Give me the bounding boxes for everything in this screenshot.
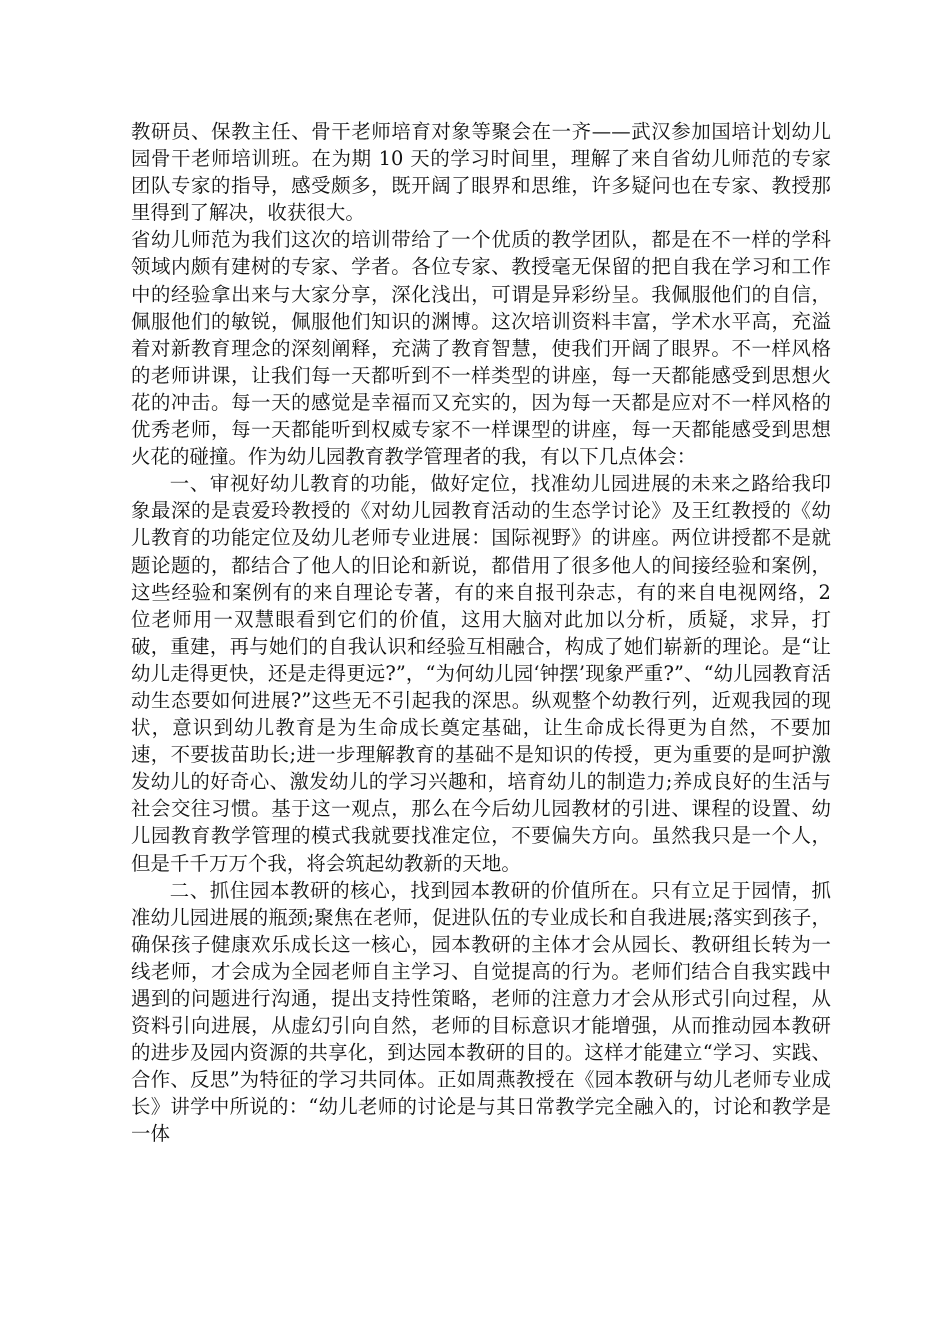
paragraph-point-two: 二、抓住园本教研的核心，找到园本教研的价值所在。只有立足于园情，抓准幼儿园进展的瓶颈;聚焦在老师，促进队伍的专业成长和自我进展;落实到孩子，确保孩子健康欢乐成长这一核心，园本教研的主体才会从园长、教研组长转为一线老师，才会成为全园老师自主学习、自觉提高的行为。老师们结合自我实践中遇到的问题进行沟通，提出支持性策略，老师的注意力才会从形式引向过程，从资料引向进展，从虚幻引向自然，老师的目标意识才能增强，从而推动园本教研的进步及园内资源的共享化，到达园本教研的目的。这样才能建立“学习、实践、合作、反思”为特征的学习共同体。正如周燕教授在《园本教研与幼儿老师专业成长》讲学中所说的：“幼儿老师的讨论是与其日常教学完全融入的，讨论和教学是一体 <box>131 878 831 1146</box>
paragraph-point-one: 一、审视好幼儿教育的功能，做好定位，找准幼儿园进展的未来之路给我印象最深的是袁爱玲教授的《对幼儿园教育活动的生态学讨论》及王红教授的《幼儿教育的功能定位及幼儿老师专业进展：国际视野》的讲座。两位讲授都不是就题论题的，都结合了他人的旧论和新说，都借用了很多他人的间接经验和案例，这些经验和案例有的来自理论专著，有的来自报刊杂志，有的来自电视网络，2 位老师用一双慧眼看到它们的价值，这用大脑对此加以分析，质疑，求异，打破，重建，再与她们的自我认识和经验互相融合，构成了她们崭新的理论。是“让幼儿走得更快，还是走得更远?”，“为何幼儿园‘钟摆’现象严重?”、“幼儿园教育活动生态要如何进展?”这些无不引起我的深思。纵观整个幼教行列，近观我园的现状，意识到幼儿教育是为生命成长奠定基础，让生命成长得更为自然，不要加速，不要拔苗助长;进一步理解教育的基础不是知识的传授，更为重要的是呵护激发幼儿的好奇心、激发幼儿的学习兴趣和，培育幼儿的制造力;养成良好的生活与社会交往习惯。基于这一观点，那么在今后幼儿园教材的引进、课程的设置、幼儿园教育教学管理的模式我就要找准定位，不要偏失方向。虽然我只是一个人，但是千千万万个我，将会筑起幼教新的天地。 <box>131 472 831 875</box>
paragraph-training-team: 省幼儿师范为我们这次的培训带给了一个优质的教学团队，都是在不一样的学科领域内颇有建树的专家、学者。各位专家、教授毫无保留的把自我在学习和工作中的经验拿出来与大家分享，深化浅出，可谓是异彩纷呈。我佩服他们的自信，佩服他们的敏锐，佩服他们知识的渊博。这次培训资料丰富，学术水平高，充溢着对新教育理念的深刻阐释，充满了教育智慧，使我们开阔了眼界。不一样风格的老师讲课，让我们每一天都听到不一样类型的讲座，每一天都能感受到思想火花的冲击。每一天的感觉是幸福而又充实的，因为每一天都是应对不一样风格的优秀老师，每一天都能听到权威专家不一样课型的讲座，每一天都能感受到思想火花的碰撞。作为幼儿园教育教学管理者的我，有以下几点体会： <box>131 228 831 469</box>
body-text <box>131 118 831 1148</box>
paragraph-intro: 教研员、保教主任、骨干老师培育对象等聚会在一齐——武汉参加国培计划幼儿园骨干老师培训班。在为期 10 天的学习时间里，理解了来自省幼儿师范的专家团队专家的指导，感受颇多，既开阔了眼界和思维，许多疑问也在专家、教授那里得到了解决，收获很大。 <box>131 120 831 225</box>
